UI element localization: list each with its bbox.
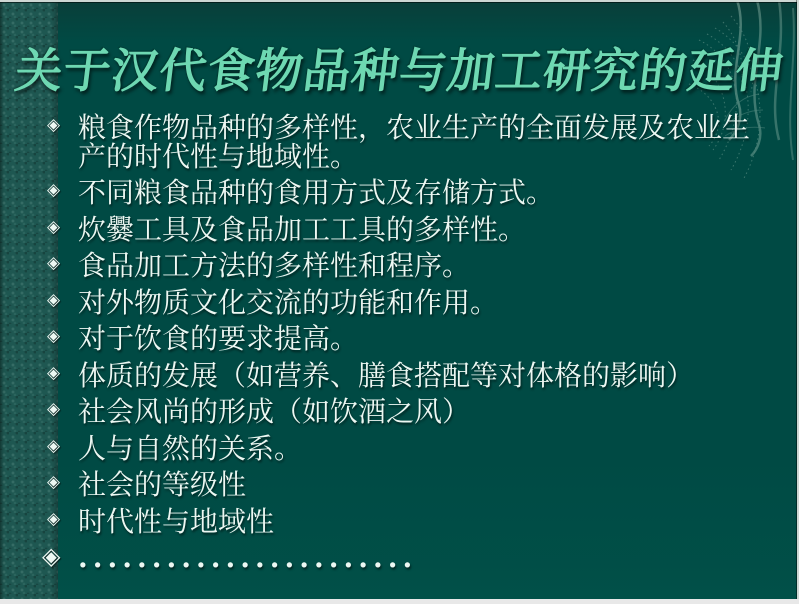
bullet-text: 社会的等级性: [78, 468, 247, 501]
diamond-bullet-icon: ◈: [47, 180, 61, 200]
diamond-bullet-icon: ◈: [47, 326, 61, 346]
diamond-bullet-icon: ◈: [47, 472, 61, 492]
bullet-text: 体质的发展（如营养、膳食搭配等对体格的影响）: [78, 358, 695, 392]
bullet-text: 食品加工方法的多样性和程序。: [78, 249, 471, 282]
list-item: [0, 468, 770, 501]
bullet-text: .......................: [78, 541, 418, 574]
list-item: [0, 504, 770, 538]
top-edge-line: [0, 0, 799, 2]
diamond-bullet-icon: ◈: [47, 362, 61, 383]
diamond-bullet-icon: ◈: [47, 289, 61, 310]
diamond-bullet-icon: ◈: [47, 216, 61, 237]
bullet-text: 社会风尚的形成（如饮酒之风）: [78, 395, 471, 428]
bullet-text: 对于饮食的要求提高。: [78, 322, 359, 355]
list-item: [0, 285, 770, 319]
bullet-text: 炊爨工具及食品加工工具的多样性。: [78, 212, 527, 246]
diamond-bullet-icon: ◈: [47, 253, 61, 273]
list-item: [0, 176, 770, 209]
list-item: [0, 111, 770, 173]
list-item: [0, 322, 770, 355]
bullet-text: 人与自然的关系。: [78, 431, 303, 465]
list-item: [0, 395, 770, 428]
diamond-bullet-icon: ◈: [47, 508, 61, 529]
list-item: [0, 249, 770, 282]
bullet-text: 时代性与地域性: [78, 504, 275, 538]
list-item: [0, 358, 770, 392]
list-item: [0, 541, 770, 574]
diamond-bullet-icon: ◈: [47, 115, 61, 135]
slide-title: 关于汉代食物品种与加工研究的延伸: [12, 44, 787, 99]
diamond-bullet-icon: ◈: [47, 435, 61, 456]
bullet-text: 粮食作物品种的多样性，农业生产的全面发展及农业生产的时代性与地域性。: [78, 111, 751, 173]
diamond-bullet-icon: ◈: [42, 542, 61, 570]
list-item: [0, 212, 770, 246]
list-item: [0, 431, 770, 465]
bullet-text: 不同粮食品种的食用方式及存储方式。: [78, 176, 555, 209]
diamond-bullet-icon: ◈: [47, 399, 61, 419]
bullet-list: [0, 111, 790, 581]
bullet-text: 对外物质文化交流的功能和作用。: [78, 285, 499, 319]
bottom-edge-bar: [0, 599, 799, 604]
